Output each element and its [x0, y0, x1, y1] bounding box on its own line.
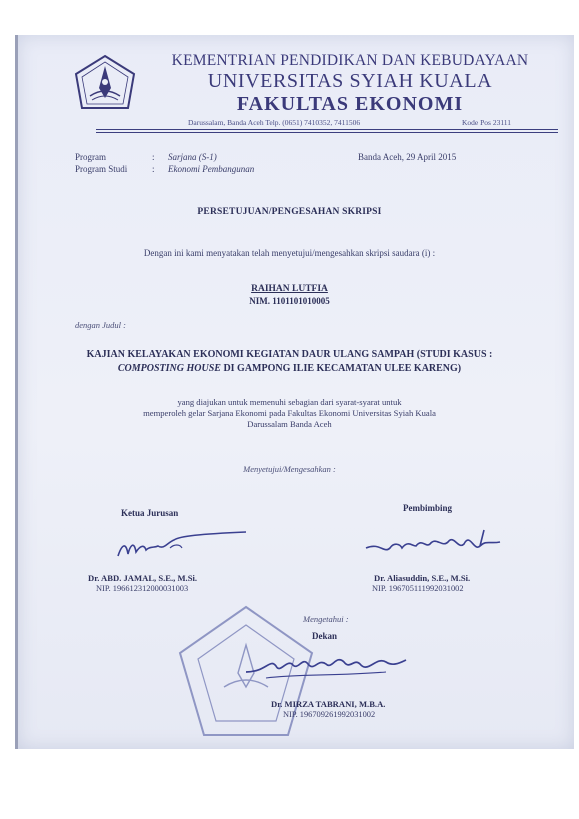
pembimbing-nip: NIP. 196705111992031002: [372, 584, 464, 593]
header-rule-thin: [96, 132, 558, 133]
thesis-title-line2: [0, 363, 579, 374]
student-name: RAIHAN LUTFIA: [251, 284, 328, 294]
pembimbing-role: Pembimbing: [403, 503, 453, 513]
mengetahui-label: Mengetahui :: [303, 614, 349, 624]
ministry-name: KEMENTRIAN PENDIDIKAN DAN KEBUDAYAAN: [171, 52, 529, 69]
dekan-name: Dr. MIRZA TABRANI, M.B.A.: [271, 699, 386, 709]
dekan-role: Dekan: [312, 631, 338, 641]
program-colon: :: [152, 152, 155, 162]
ketua-nip: NIP. 196612312000031003: [96, 584, 189, 593]
ketua-signature-icon: [110, 526, 260, 566]
approval-label: Menyetujui/Mengesahkan :: [243, 464, 336, 474]
postal-code: Kode Pos 23111: [462, 118, 512, 127]
program-value: Sarjana (S-1): [168, 152, 217, 162]
header-rule: [96, 129, 558, 130]
student-nim: NIM. 1101101010005: [249, 296, 330, 306]
purpose-line2: memperoleh gelar Sarjana Ekonomi pada Fakultas Ekonomi Universitas Syiah Kuala: [143, 408, 436, 418]
pembimbing-name: Dr. Aliasuddin, S.E., M.Si.: [374, 573, 471, 583]
ketua-role: Ketua Jurusan: [121, 508, 179, 518]
thesis-title-rest: DI GAMPONG ILIE KECAMATAN ULEE KARENG): [220, 363, 462, 374]
pembimbing-signature-icon: [360, 522, 520, 562]
studi-colon: :: [152, 164, 155, 174]
studi-value: Ekonomi Pembangunan: [168, 164, 255, 174]
intro-text: Dengan ini kami menyatakan telah menyetujui/mengesahkan skripsi saudara (i) :: [143, 248, 436, 258]
document-title: PERSETUJUAN/PENGESAHAN SKRIPSI: [197, 207, 382, 217]
faculty-name: FAKULTAS EKONOMI: [236, 93, 464, 115]
thesis-title-italic: COMPOSTING HOUSE: [117, 363, 221, 374]
dekan-signature-icon: [236, 646, 426, 686]
ketua-name: Dr. ABD. JAMAL, S.E., M.Si.: [88, 573, 198, 583]
university-name: UNIVERSITAS SYIAH KUALA: [207, 70, 493, 92]
purpose-line3: Darussalam Banda Aceh: [247, 419, 332, 429]
program-label: Program: [75, 152, 106, 162]
purpose-line1: yang diajukan untuk memenuhi sebagian dari syarat-syarat untuk: [177, 397, 402, 407]
thesis-title-line1: KAJIAN KELAYAKAN EKONOMI KEGIATAN DAUR ULANG SAMPAH (STUDI KASUS :: [86, 349, 493, 360]
place-date: Banda Aceh, 29 April 2015: [358, 152, 457, 162]
judul-label: dengan Judul :: [75, 320, 126, 330]
address: Darussalam, Banda Aceh Telp. (0651) 7410352, 7411506: [188, 118, 361, 127]
university-logo-icon: [70, 52, 140, 122]
dekan-nip: NIP. 196709261992031002: [283, 710, 376, 719]
studi-label: Program Studi: [75, 164, 128, 174]
